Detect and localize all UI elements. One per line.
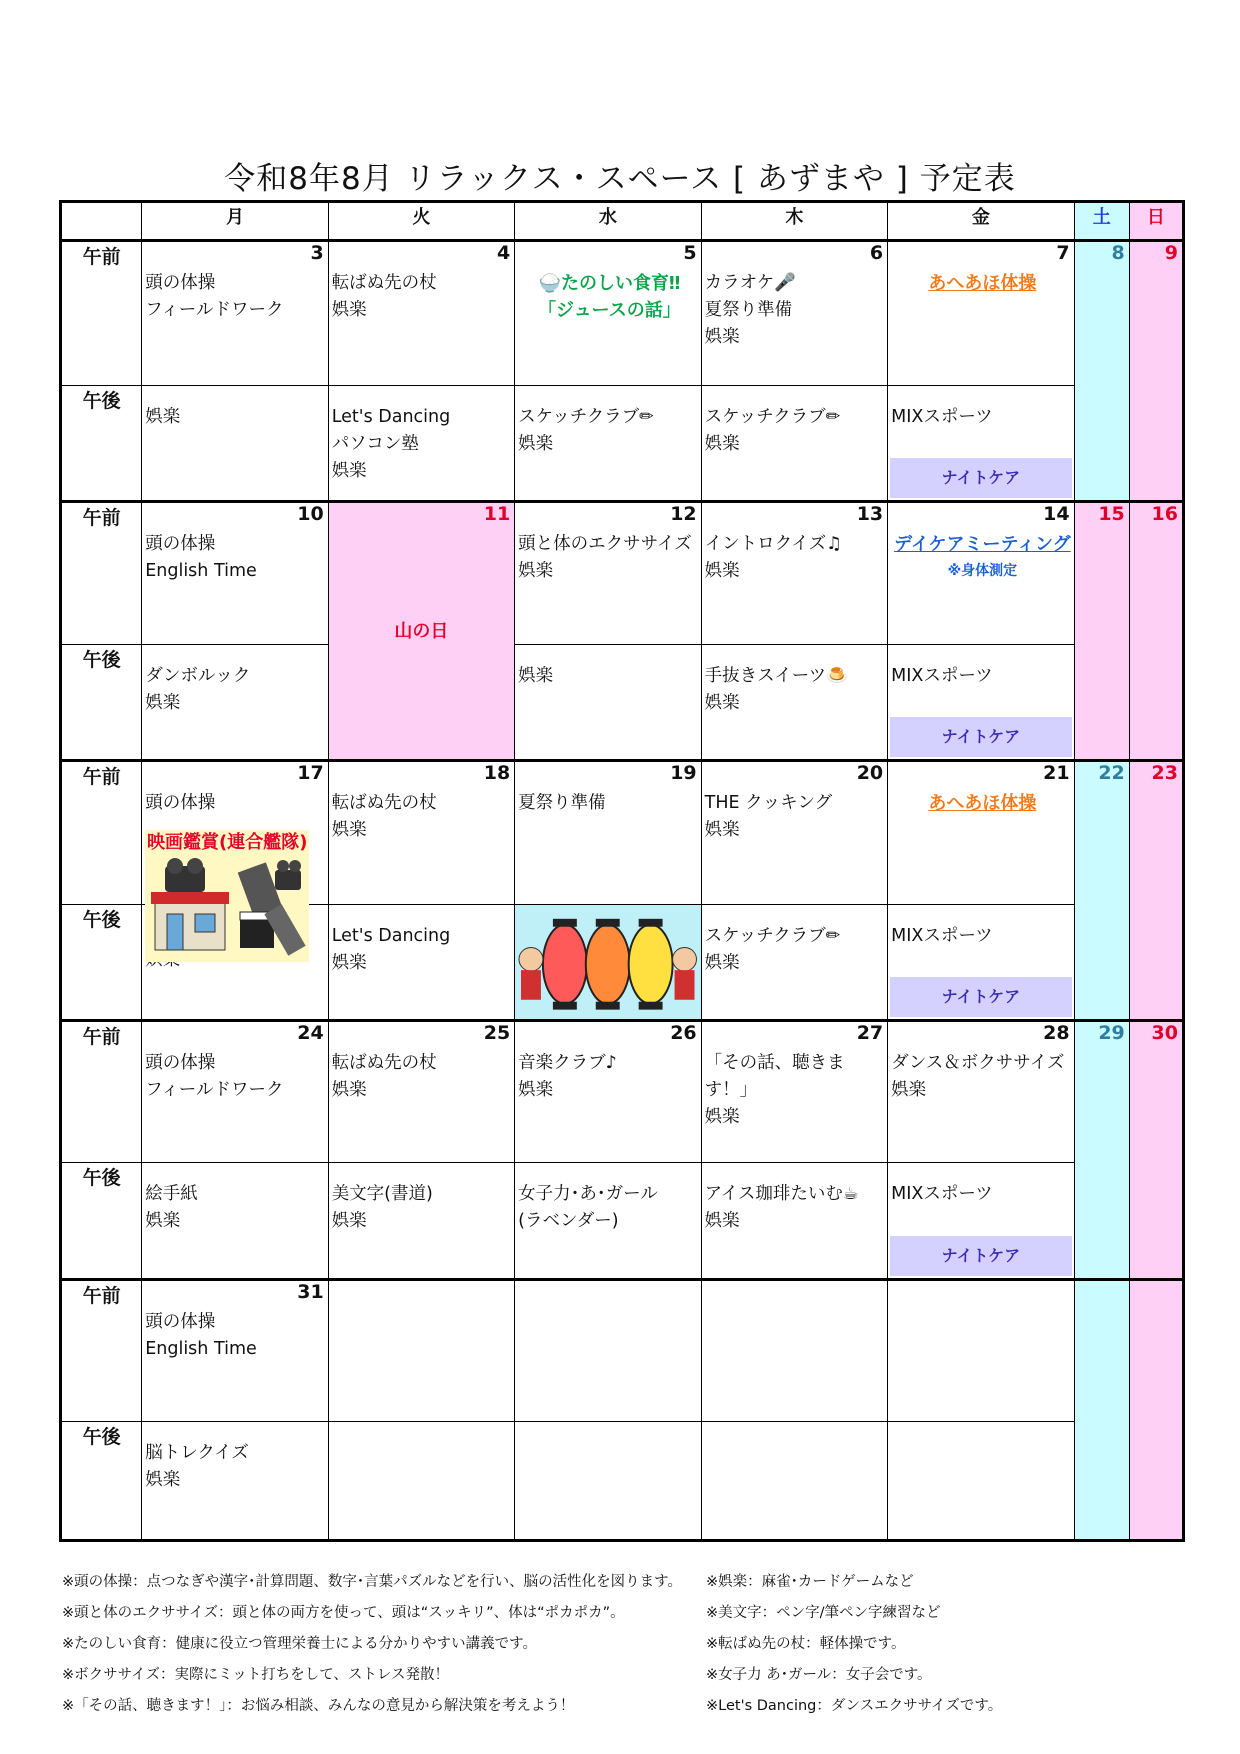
week3-am-row [61, 761, 1184, 905]
cell-w5-fri-pm [888, 1422, 1074, 1541]
period-am: 午前 [61, 502, 142, 645]
cell-w5-tue-pm [328, 1422, 514, 1541]
cell-w4-sun: 30 [1129, 1020, 1183, 1279]
cell-w2-wed-am: 12 頭と体のエクササイズ 娯楽 [515, 502, 701, 645]
cell-w4-thu-pm: アイス珈琲たいむ☕ 娯楽 [701, 1163, 887, 1280]
header-mon: 月 [142, 202, 328, 241]
week1-am-row [61, 241, 1184, 386]
header-fri: 金 [888, 202, 1074, 241]
cell-w2-thu-pm: 手抜きスイーツ🍮 娯楽 [701, 644, 887, 761]
period-pm: 午後 [61, 1163, 142, 1280]
cell-w1-tue-am: 4 転ばぬ先の杖 娯楽 [328, 241, 514, 386]
period-am: 午前 [61, 761, 142, 905]
cell-w5-mon-am: 31 頭の体操 English Time [142, 1279, 328, 1422]
holiday-label: 山の日 [394, 620, 449, 642]
week4-am-row [61, 1020, 1184, 1163]
header-wed: 水 [515, 202, 701, 241]
header-sat: 土 [1074, 202, 1129, 241]
cell-w1-tue-pm: Let's Dancing パソコン塾 娯楽 [328, 385, 514, 502]
cell-w3-fri-am: 21 あへあほ体操 [888, 761, 1074, 905]
notes-right [706, 1567, 1002, 1722]
period-pm: 午後 [61, 385, 142, 502]
cell-w2-wed-pm: 娯楽 [515, 644, 701, 761]
cell-w4-tue-am: 25 転ばぬ先の杖 娯楽 [328, 1020, 514, 1163]
cell-w3-thu-am: 20 THE クッキング 娯楽 [701, 761, 887, 905]
schedule-table [59, 200, 1185, 1542]
cell-w4-sat: 29 [1074, 1020, 1129, 1279]
cell-w3-tue-am: 18 転ばぬ先の杖 娯楽 [328, 761, 514, 905]
cell-w3-wed-am: 19 夏祭り準備 [515, 761, 701, 905]
cell-w1-fri-pm: MIXスポーツ ナイトケア [888, 385, 1074, 502]
cell-w5-thu-pm [701, 1422, 887, 1541]
cell-w4-thu-am: 27 「その話、聴きます！」 娯楽 [701, 1020, 887, 1163]
cell-w4-tue-pm: 美文字(書道) 娯楽 [328, 1163, 514, 1280]
cell-w5-mon-pm: 脳トレクイズ 娯楽 [142, 1422, 328, 1541]
cell-w3-wed-pm [515, 905, 701, 1021]
cell-w1-mon-am: 3 頭の体操 フィールドワーク [142, 241, 328, 386]
cell-w4-wed-am: 26 音楽クラブ♪ 娯楽 [515, 1020, 701, 1163]
cinema-illustration [145, 856, 309, 962]
period-am: 午前 [61, 1020, 142, 1163]
cell-w2-tue-holiday: 11 山の日 [328, 502, 514, 761]
period-pm: 午後 [61, 644, 142, 761]
cell-w2-sat: 15 [1074, 502, 1129, 761]
cell-w3-thu-pm: スケッチクラブ✏ 娯楽 [701, 905, 887, 1021]
note-item: ※「その話、聴きます！」：お悩み相談、みんなの意見から解決策を考えよう！ [62, 1698, 575, 1714]
night-care-badge: ナイトケア [890, 1236, 1071, 1276]
cell-w1-fri-am: 7 あへあほ体操 [888, 241, 1074, 386]
header-sun: 日 [1129, 202, 1183, 241]
cell-w2-mon-am: 10 頭の体操 English Time [142, 502, 328, 645]
cell-w4-wed-pm: 女子力･あ･ガール (ラベンダー) [515, 1163, 701, 1280]
cell-w3-mon-am: 17 頭の体操 映画鑑賞(連合艦隊) [142, 761, 328, 905]
cell-w5-tue-am [328, 1279, 514, 1422]
note-item: ※娯楽：麻雀･カードゲームなど [706, 1574, 914, 1590]
period-pm: 午後 [61, 905, 142, 1021]
cell-w5-fri-am [888, 1279, 1074, 1422]
page-title: 令和8年8月 リラックス・スペース [ あずまや ] 予定表 [224, 161, 1016, 197]
cinema-event-label: 映画鑑賞(連合艦隊) [146, 832, 308, 854]
lantern-illustration [515, 905, 700, 1019]
cell-w5-thu-am [701, 1279, 887, 1422]
note-item: ※女子力 あ･ガール：女子会です。 [706, 1667, 932, 1683]
week2-am-row [61, 502, 1184, 645]
period-pm: 午後 [61, 1422, 142, 1541]
week4-pm-row [61, 1163, 1184, 1280]
cell-w1-sun: 9 [1129, 241, 1183, 502]
cell-w4-fri-am: 28 ダンス＆ボクササイズ 娯楽 [888, 1020, 1074, 1163]
cell-w3-sun: 23 [1129, 761, 1183, 1020]
cell-w2-thu-am: 13 イントロクイズ♫ 娯楽 [701, 502, 887, 645]
cell-w2-sun: 16 [1129, 502, 1183, 761]
note-item: ※Let's Dancing：ダンスエクササイズです。 [706, 1698, 1003, 1714]
cell-w3-tue-pm: Let's Dancing 娯楽 [328, 905, 514, 1021]
cell-w2-mon-pm: ダンボルック 娯楽 [142, 644, 328, 761]
note-item: ※頭と体のエクササイズ：頭と体の両方を使って、頭は“スッキリ”、体は“ポカポカ”。 [62, 1605, 625, 1621]
note-item: ※転ばぬ先の杖：軽体操です。 [706, 1636, 906, 1652]
period-am: 午前 [61, 1279, 142, 1422]
cell-w5-sat [1074, 1279, 1129, 1540]
notes-left [62, 1567, 682, 1722]
note-item: ※ボクササイズ：実際にミット打ちをして、ストレス発散！ [62, 1667, 449, 1683]
cell-w3-fri-pm: MIXスポーツ ナイトケア [888, 905, 1074, 1021]
header-tue: 火 [328, 202, 514, 241]
cell-w4-mon-am: 24 頭の体操 フィールドワーク [142, 1020, 328, 1163]
header-row [61, 202, 1184, 241]
cell-w4-mon-pm: 絵手紙 娯楽 [142, 1163, 328, 1280]
week5-am-row [61, 1279, 1184, 1422]
natsumatsuri-image [515, 905, 700, 1019]
header-corner [61, 202, 142, 241]
cell-w5-sun [1129, 1279, 1183, 1540]
cell-w5-wed-am [515, 1279, 701, 1422]
period-am: 午前 [61, 241, 142, 386]
cell-w1-wed-am: 5 🍚たのしい食育‼ 「ジュースの話」 [515, 241, 701, 386]
cell-w4-fri-pm: MIXスポーツ ナイトケア [888, 1163, 1074, 1280]
night-care-badge: ナイトケア [890, 717, 1071, 757]
night-care-badge: ナイトケア [890, 458, 1071, 498]
cinema-event [145, 830, 309, 962]
note-item: ※美文字：ペン字/筆ペン字練習など [706, 1605, 941, 1621]
cell-w1-sat: 8 [1074, 241, 1129, 502]
header-thu: 木 [701, 202, 887, 241]
cell-w1-mon-pm: 娯楽 [142, 385, 328, 502]
week1-pm-row [61, 385, 1184, 502]
note-item: ※頭の体操：点つなぎや漢字･計算問題、数字･言葉パズルなどを行い、脳の活性化を図ります。 [62, 1574, 682, 1590]
night-care-badge: ナイトケア [890, 977, 1071, 1017]
cell-w2-fri-am: 14 デイケアミーティング ※身体測定 [888, 502, 1074, 645]
note-item: ※たのしい食育：健康に役立つ管理栄養士による分かりやすい講義です。 [62, 1636, 537, 1652]
week5-pm-row [61, 1422, 1184, 1541]
cell-w1-thu-pm: スケッチクラブ✏ 娯楽 [701, 385, 887, 502]
cell-w3-sat: 22 [1074, 761, 1129, 1020]
cell-w1-wed-pm: スケッチクラブ✏ 娯楽 [515, 385, 701, 502]
cell-w1-thu-am: 6 カラオケ🎤 夏祭り準備 娯楽 [701, 241, 887, 386]
cell-w5-wed-pm [515, 1422, 701, 1541]
week2-pm-row [61, 644, 1184, 761]
cell-w2-fri-pm: MIXスポーツ ナイトケア [888, 644, 1074, 761]
